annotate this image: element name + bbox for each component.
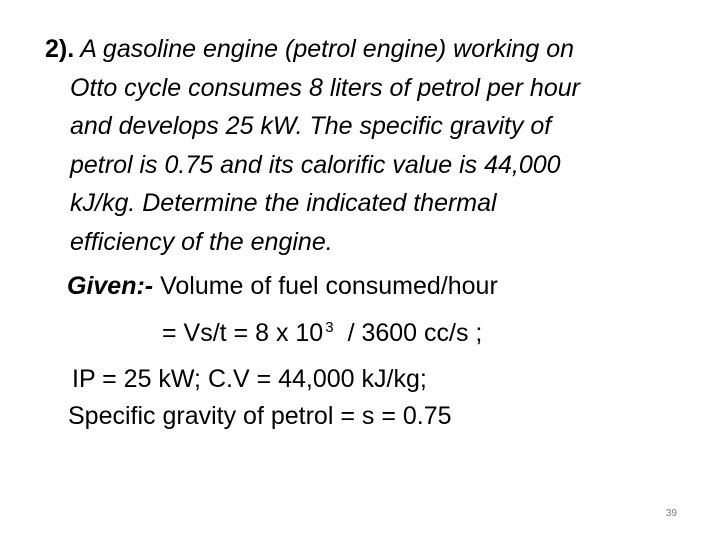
page-number: 39 xyxy=(665,508,677,519)
problem-line-5: kJ/kg. Determine the indicated thermal xyxy=(70,189,497,217)
problem-statement xyxy=(0,30,720,261)
problem-number: 2). xyxy=(45,35,75,63)
problem-line-1 xyxy=(0,30,720,69)
problem-line-3: and develops 25 kW. The specific gravity of xyxy=(70,112,552,140)
given-line-3: IP = 25 kW; C.V = 44,000 kJ/kg; xyxy=(72,365,427,393)
given-exponent: 3 xyxy=(325,319,334,336)
given-volume-label: Volume of fuel consumed/hour xyxy=(160,272,498,300)
given-formula-suffix: / 3600 cc/s ; xyxy=(347,319,483,347)
given-line-1 xyxy=(67,271,498,301)
problem-line-4: petrol is 0.75 and its calorific value is 44,000 xyxy=(70,150,561,179)
problem-text-1: A gasoline engine (petrol engine) working on xyxy=(80,35,575,63)
given-label: Given:- xyxy=(67,272,154,300)
problem-line-2: Otto cycle consumes 8 liters of petrol per hour xyxy=(70,73,580,102)
problem-line-6: efficiency of the engine. xyxy=(70,227,333,256)
given-line-2 xyxy=(162,318,482,352)
given-formula-prefix: = Vs/t = 8 x 10 xyxy=(162,319,324,347)
given-line-4: Specific gravity of petrol = s = 0.75 xyxy=(68,402,452,430)
